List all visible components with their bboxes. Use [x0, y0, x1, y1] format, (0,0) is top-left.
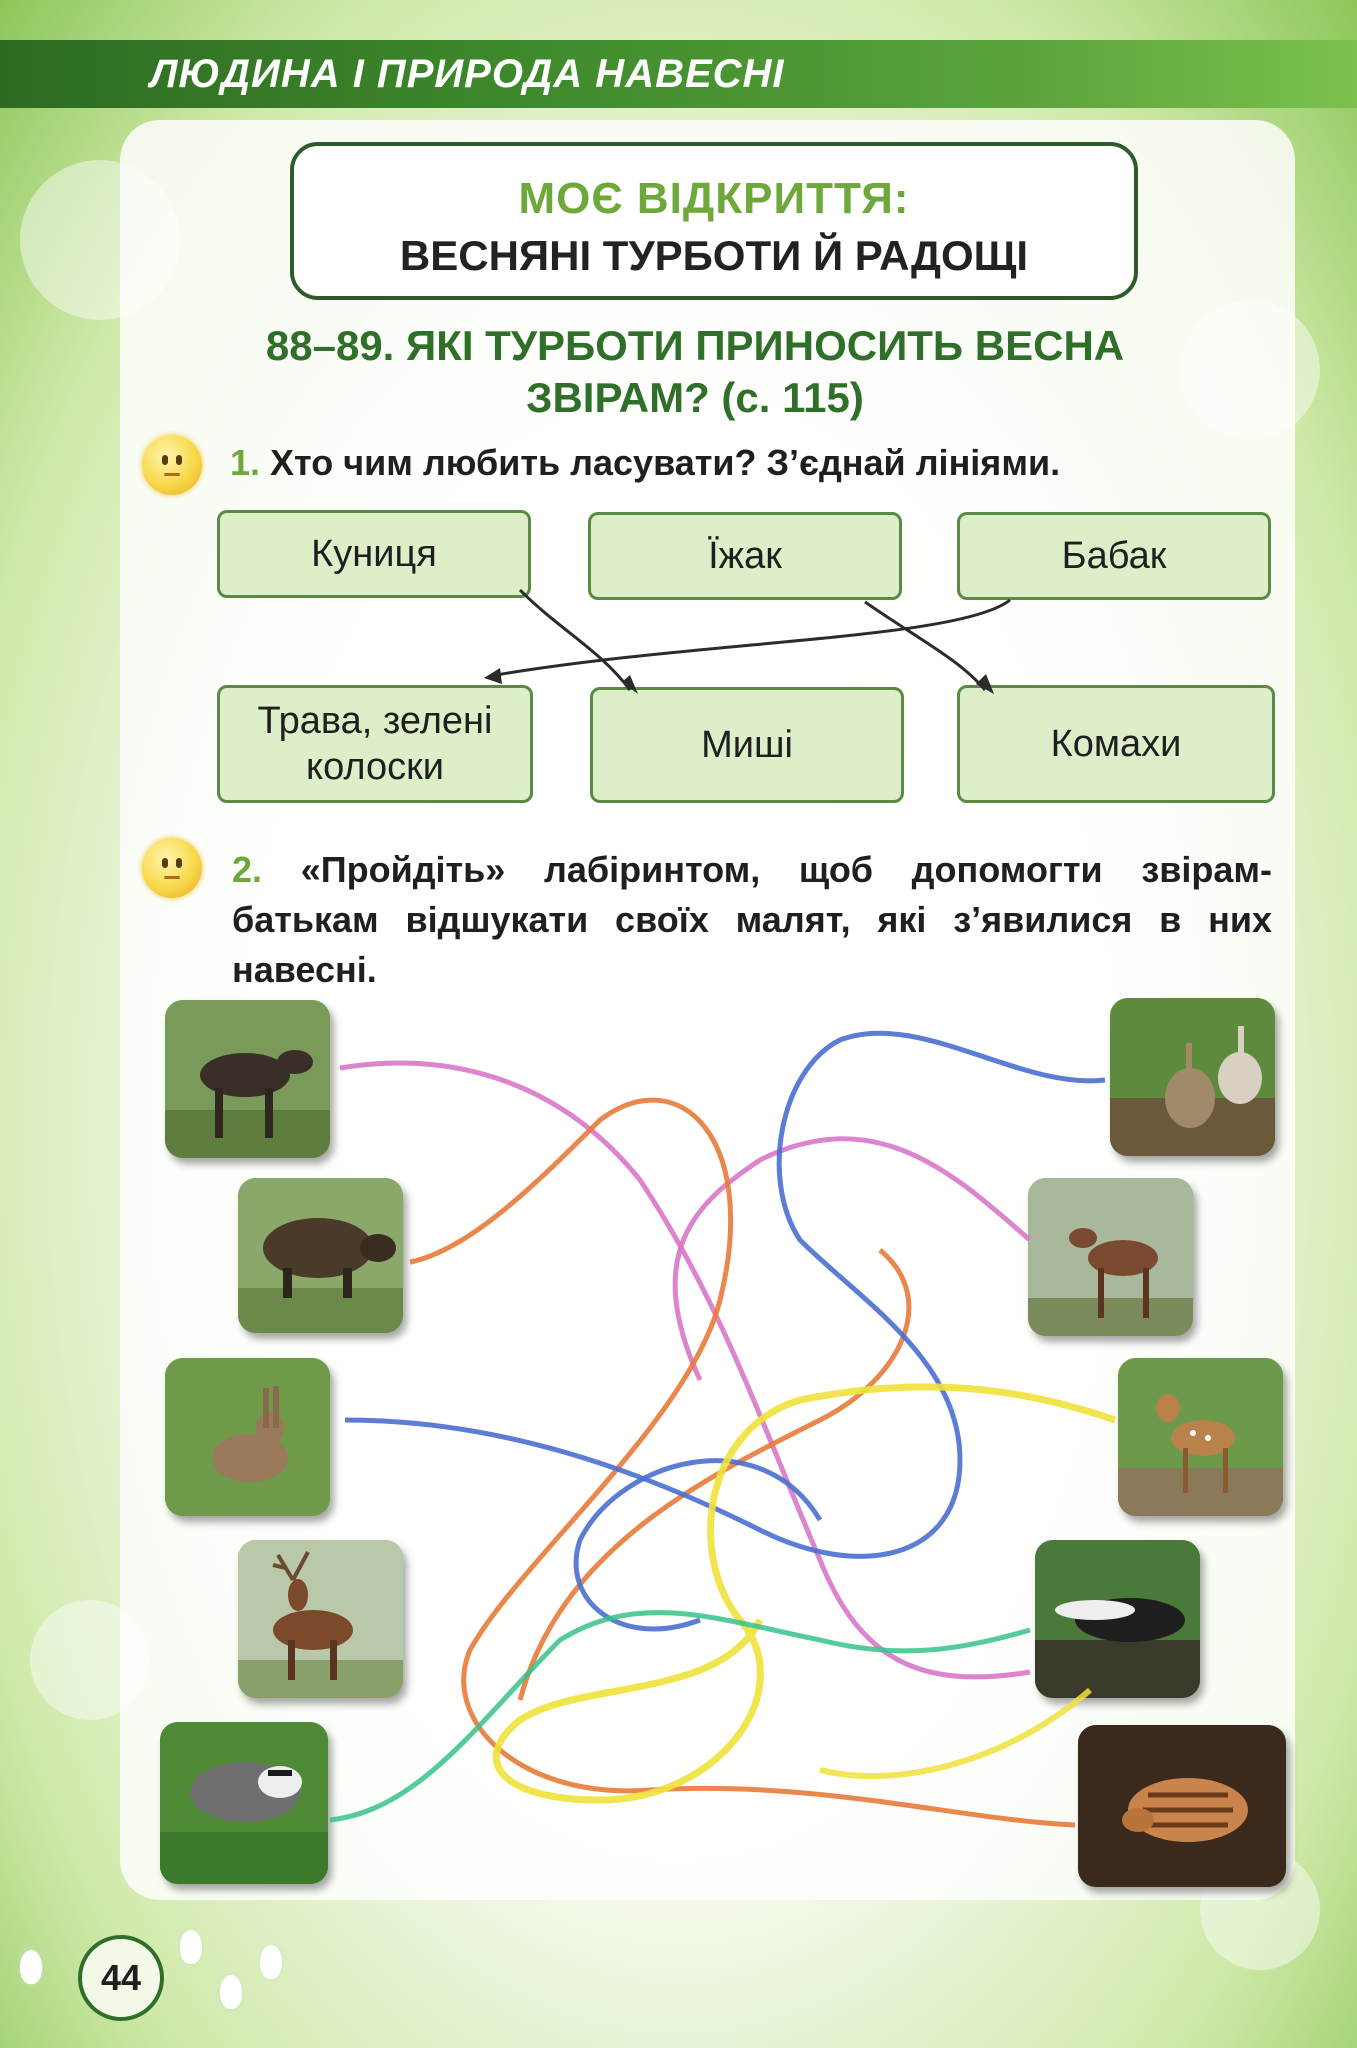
task2-text: «Пройдіть» лабіринтом, щоб допомогти звірам-батькам відшукати своїх малят, які з’явилися в них навесні.	[232, 849, 1272, 990]
boar-photo[interactable]	[238, 1178, 403, 1333]
task2-instruction	[232, 845, 1272, 995]
snowdrop-decoration	[220, 1975, 242, 2009]
section-title: ЛЮДИНА І ПРИРОДА НАВЕСНІ	[150, 52, 785, 96]
badger-photo[interactable]	[160, 1722, 328, 1884]
lesson-heading-line2: ЗВІРАМ? (с. 115)	[526, 374, 864, 421]
task2-number: 2.	[232, 849, 263, 890]
food-label: Комахи	[1050, 723, 1182, 765]
fawn-photo[interactable]	[1118, 1358, 1283, 1516]
deer-photo[interactable]	[238, 1540, 403, 1698]
task1-text: Хто чим любить ласувати? З’єднай лініями.	[270, 442, 1061, 483]
piglet-photo[interactable]	[1078, 1725, 1286, 1887]
moose-calf-photo[interactable]	[1028, 1178, 1193, 1336]
lesson-heading	[170, 320, 1220, 424]
hare-photo[interactable]	[165, 1358, 330, 1516]
food-box-grass[interactable]	[217, 685, 533, 803]
smiley-icon	[142, 838, 202, 898]
smiley-icon	[142, 435, 202, 495]
snowdrop-decoration	[180, 1930, 202, 1964]
snowdrop-decoration	[20, 1950, 42, 1984]
discovery-title: МОЄ ВІДКРИТТЯ:	[518, 174, 910, 223]
discovery-box	[290, 142, 1138, 300]
food-box-mice[interactable]	[590, 687, 904, 803]
task1-number: 1.	[230, 442, 261, 483]
animal-label: Бабак	[1061, 535, 1167, 577]
food-box-insects[interactable]	[957, 685, 1275, 803]
lesson-heading-line1: 88–89. ЯКІ ТУРБОТИ ПРИНОСИТЬ ВЕСНА	[265, 322, 1125, 369]
food-label: Трава, зелені колоски	[257, 700, 493, 788]
animal-box-marten[interactable]	[217, 510, 531, 598]
animal-box-marmot[interactable]	[957, 512, 1271, 600]
task1-instruction	[230, 442, 1060, 484]
moose-photo[interactable]	[165, 1000, 330, 1158]
animal-label: Їжак	[708, 535, 782, 577]
rabbits-photo[interactable]	[1110, 998, 1275, 1156]
animal-box-hedgehog[interactable]	[588, 512, 902, 600]
young-badger-photo[interactable]	[1035, 1540, 1200, 1698]
discovery-subtitle: ВЕСНЯНІ ТУРБОТИ Й РАДОЩІ	[399, 232, 1029, 279]
food-label: Миші	[701, 724, 793, 766]
animal-label: Куниця	[311, 533, 437, 575]
page-number: 44	[78, 1935, 164, 2021]
snowdrop-decoration	[260, 1945, 282, 1979]
